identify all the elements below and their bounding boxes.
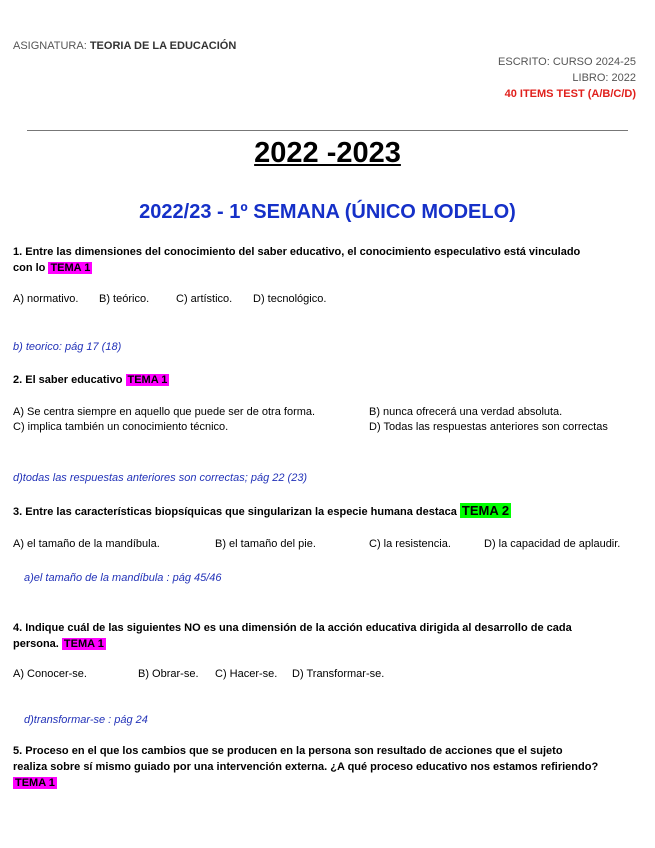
question-1-line2: con lo TEMA 1 (13, 262, 91, 274)
q4-option-c: C) Hacer-se. (215, 668, 278, 680)
q2-option-c: C) implica también un conocimiento técnico. (13, 421, 229, 433)
q1-option-a: A) normativo. (13, 293, 79, 305)
q3-option-c: C) la resistencia. (369, 538, 451, 550)
subject-label: ASIGNATURA: (13, 40, 87, 52)
q3-option-a: A) el tamaño de la mandíbula. (13, 538, 160, 550)
page-title: 2022 -2023 (254, 137, 401, 169)
q1-option-b: B) teórico. (99, 293, 150, 305)
question-1-tag: TEMA 1 (50, 262, 91, 274)
question-2-tag: TEMA 1 (127, 374, 168, 386)
q4-option-d: D) Transformar-se. (292, 668, 385, 680)
divider (27, 130, 628, 131)
q1-option-c: C) artístico. (176, 293, 233, 305)
page-subtitle: 2022/23 - 1º SEMANA (ÚNICO MODELO) (139, 201, 516, 223)
question-2-line1: 2. El saber educativo (13, 374, 123, 386)
question-3 (13, 503, 511, 520)
exam-info: ESCRITO: CURSO 2024-25 (498, 56, 636, 68)
q3-option-b: B) el tamaño del pie. (215, 538, 316, 550)
q1-option-d: D) tecnológico. (253, 293, 327, 305)
question-5-line1: 5. Proceso en el que los cambios que se producen en la persona son resultado de acciones que el sujeto (13, 745, 563, 757)
subject-value: TEORIA DE LA EDUCACIÓN (89, 40, 237, 52)
q1-answer: b) teorico: pág 17 (18) (13, 341, 122, 353)
question-4 (13, 620, 572, 652)
subject-line (13, 40, 236, 52)
question-5-tag: TEMA 1 (15, 777, 55, 789)
question-1-line1: 1. Entre las dimensiones del conocimiento del saber educativo, el conocimiento especulativo está vinculado (13, 246, 581, 258)
q3-answer: a)el tamaño de la mandíbula : pág 45/46 (24, 572, 222, 584)
question-4-tag: TEMA 1 (63, 638, 104, 650)
items-info: 40 ITEMS TEST (A/B/C/D) (504, 88, 636, 100)
book-info: LIBRO: 2022 (572, 72, 636, 84)
question-5-line2: realiza sobre sí mismo guiado por una intervención externa. ¿A qué proceso educativo nos estamos refiriendo? (13, 761, 599, 773)
q4-option-b: B) Obrar-se. (138, 668, 199, 680)
q2-option-a: A) Se centra siempre en aquello que puede ser de otra forma. (13, 406, 316, 418)
q4-answer: d)transformar-se : pág 24 (24, 714, 148, 726)
question-3-tag: TEMA 2 (461, 503, 510, 518)
q2-option-b: B) nunca ofrecerá una verdad absoluta. (369, 406, 563, 418)
question-4-line1: 4. Indique cuál de las siguientes NO es una dimensión de la acción educativa dirigida al desarrollo de cada (13, 622, 572, 634)
question-4-line2: persona. TEMA 1 (13, 638, 104, 650)
q2-option-d: D) Todas las respuestas anteriores son correctas (369, 421, 608, 433)
q4-option-a: A) Conocer-se. (13, 668, 87, 680)
q2-answer: d)todas las respuestas anteriores son correctas; pág 22 (23) (13, 472, 308, 484)
question-5 (13, 743, 598, 791)
question-3-line1: 3. Entre las características biopsíquicas que singularizan la especie humana destaca (13, 506, 457, 518)
question-1 (13, 244, 580, 276)
q3-option-d: D) la capacidad de aplaudir. (484, 538, 621, 550)
question-2 (13, 372, 169, 388)
